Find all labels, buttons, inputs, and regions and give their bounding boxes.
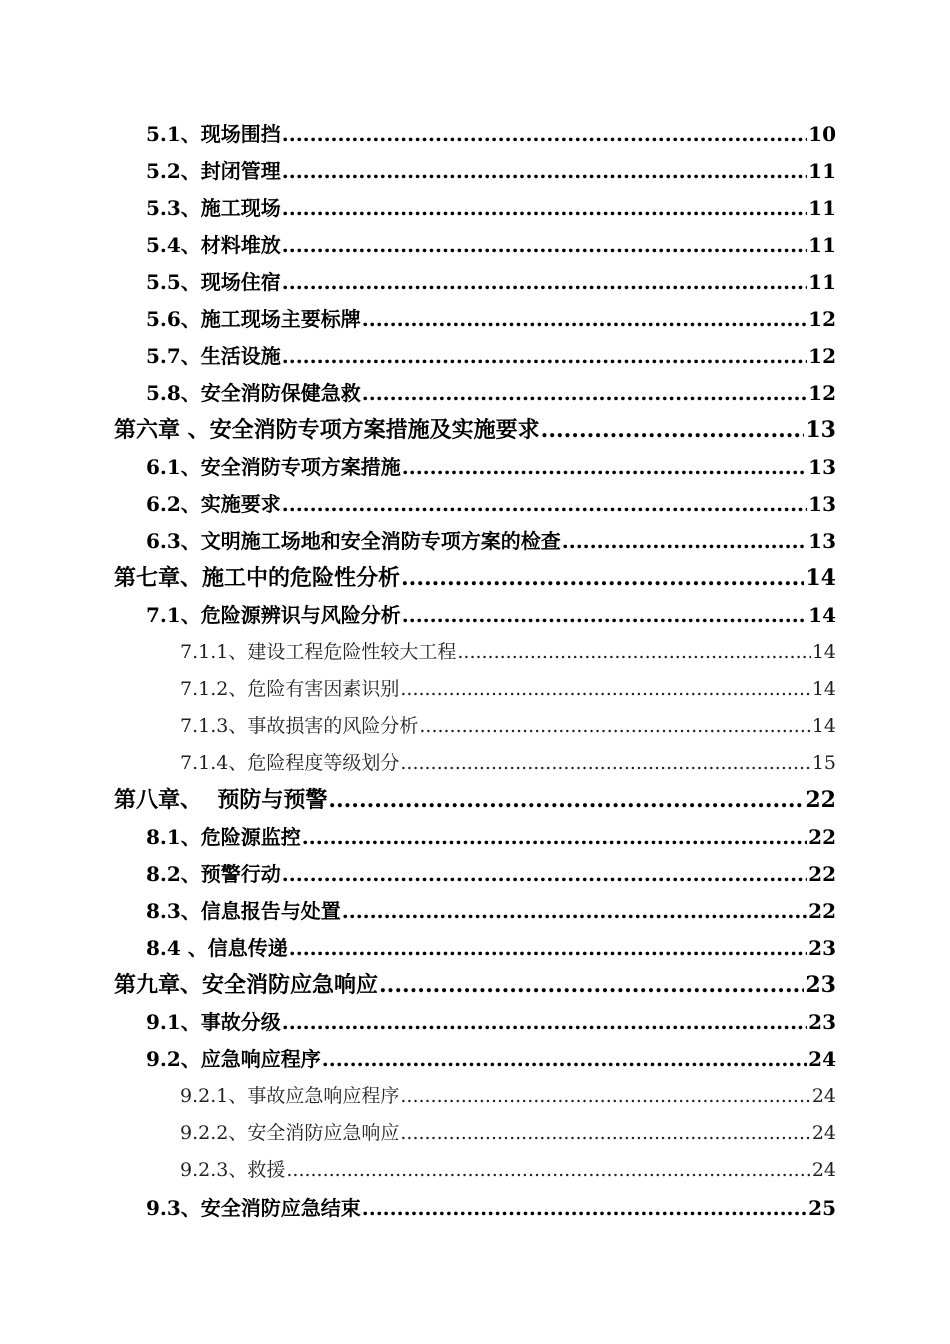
toc-entry-label: 第六章 、安全消防专项方案措施及实施要求	[114, 417, 540, 443]
toc-entry-label: 9.2.3、救援	[180, 1159, 286, 1181]
toc-entry[interactable]	[0, 235, 836, 255]
dot-leader	[362, 1198, 807, 1218]
toc-page-number: 10	[808, 122, 836, 146]
toc-page-number: 23	[808, 936, 836, 960]
toc-page-number: 13	[808, 529, 836, 553]
toc-entry[interactable]	[0, 198, 836, 218]
toc-entry[interactable]	[0, 1049, 836, 1069]
toc-page-number: 13	[808, 455, 836, 479]
toc-page-number: 22	[808, 862, 836, 886]
toc-entry[interactable]	[0, 827, 836, 847]
toc-page-number: 14	[808, 603, 836, 627]
toc-subsection-entry[interactable]	[0, 1161, 836, 1180]
toc-entry-label: 9.1、事故分级	[146, 1010, 281, 1034]
dot-leader	[457, 643, 810, 662]
dot-leader	[400, 1124, 810, 1143]
dot-leader	[402, 457, 807, 477]
toc-entry-label: 第九章、安全消防应急响应	[114, 972, 379, 998]
dot-leader	[286, 1161, 810, 1180]
toc-entry[interactable]	[0, 605, 836, 625]
toc-chapter-entry[interactable]	[0, 567, 836, 589]
toc-entry[interactable]	[0, 272, 836, 292]
toc-entry[interactable]	[0, 124, 836, 144]
dot-leader	[289, 938, 807, 958]
toc-page-number: 22	[808, 825, 836, 849]
toc-entry[interactable]	[0, 901, 836, 921]
toc-entry-label: 6.3、文明施工场地和安全消防专项方案的检查	[146, 529, 561, 553]
toc-subsection-entry[interactable]	[0, 643, 836, 662]
toc-subsection-entry[interactable]	[0, 717, 836, 736]
dot-leader	[342, 901, 807, 921]
toc-entry-label: 9.2.1、事故应急响应程序	[180, 1085, 400, 1107]
toc-entry-label: 6.2、实施要求	[146, 492, 281, 516]
dot-leader	[282, 272, 807, 292]
toc-entry-label: 9.2.2、安全消防应急响应	[180, 1122, 400, 1144]
toc-entry-label: 5.8、安全消防保健急救	[146, 381, 361, 405]
toc-page-number: 11	[808, 270, 836, 294]
toc-entry-label: 9.2、应急响应程序	[146, 1047, 321, 1071]
toc-page-number: 23	[805, 972, 836, 998]
toc-chapter-entry[interactable]	[0, 789, 836, 811]
toc-chapter-entry[interactable]	[0, 974, 836, 996]
dot-leader	[402, 605, 807, 625]
dot-leader	[401, 567, 804, 589]
toc-entry[interactable]	[0, 161, 836, 181]
toc-entry-label: 8.3、信息报告与处置	[146, 899, 341, 923]
dot-leader	[400, 680, 810, 699]
toc-subsection-entry[interactable]	[0, 754, 836, 773]
dot-leader	[379, 974, 804, 996]
toc-entry-label: 5.4、材料堆放	[146, 233, 281, 257]
toc-entry-label: 8.1、危险源监控	[146, 825, 301, 849]
dot-leader	[282, 1012, 807, 1032]
toc-page-number: 11	[808, 196, 836, 220]
toc-entry-label: 8.4 、信息传递	[146, 936, 288, 960]
toc-entry[interactable]	[0, 494, 836, 514]
toc-page-number: 25	[808, 1196, 836, 1220]
toc-page-number: 22	[805, 787, 836, 813]
dot-leader	[419, 717, 810, 736]
dot-leader	[282, 124, 807, 144]
toc-entry-label: 7.1.4、危险程度等级划分	[180, 752, 400, 774]
toc-page-number: 11	[808, 233, 836, 257]
toc-entry[interactable]	[0, 1198, 836, 1218]
toc-subsection-entry[interactable]	[0, 1124, 836, 1143]
toc-entry-label: 5.2、封闭管理	[146, 159, 281, 183]
toc-page-number: 24	[811, 1159, 836, 1181]
toc-entry-label: 7.1、危险源辨识与风险分析	[146, 603, 401, 627]
dot-leader	[541, 419, 805, 441]
dot-leader	[282, 494, 807, 514]
toc-subsection-entry[interactable]	[0, 1087, 836, 1106]
toc-page-number: 12	[808, 344, 836, 368]
toc-page-number: 13	[805, 417, 836, 443]
dot-leader	[322, 1049, 807, 1069]
toc-chapter-entry[interactable]	[0, 419, 836, 441]
toc-page-number: 23	[808, 1010, 836, 1034]
dot-leader	[282, 235, 807, 255]
toc-page-number: 24	[811, 1122, 836, 1144]
dot-leader	[400, 1087, 810, 1106]
toc-page-number: 12	[808, 381, 836, 405]
dot-leader	[362, 309, 807, 329]
toc-entry-label: 7.1.3、事故损害的风险分析	[180, 715, 419, 737]
toc-entry-label: 7.1.2、危险有害因素识别	[180, 678, 400, 700]
toc-entry-label: 5.1、现场围挡	[146, 122, 281, 146]
toc-entry[interactable]	[0, 457, 836, 477]
toc-page-number: 22	[808, 899, 836, 923]
toc-entry[interactable]	[0, 864, 836, 884]
toc-entry[interactable]	[0, 1012, 836, 1032]
dot-leader	[282, 864, 807, 884]
dot-leader	[282, 198, 807, 218]
dot-leader	[282, 346, 807, 366]
dot-leader	[400, 754, 810, 773]
toc-entry[interactable]	[0, 938, 836, 958]
toc-entry[interactable]	[0, 346, 836, 366]
toc-page-number: 14	[811, 678, 836, 700]
toc-entry[interactable]	[0, 383, 836, 403]
toc-page-number: 15	[811, 752, 836, 774]
toc-entry-label: 5.5、现场住宿	[146, 270, 281, 294]
toc-entry-label: 5.6、施工现场主要标牌	[146, 307, 361, 331]
toc-entry-label: 5.7、生活设施	[146, 344, 281, 368]
toc-subsection-entry[interactable]	[0, 680, 836, 699]
toc-page-number: 13	[808, 492, 836, 516]
toc-page-number: 14	[811, 641, 836, 663]
toc-page-number: 24	[808, 1047, 836, 1071]
toc-entry-label: 8.2、预警行动	[146, 862, 281, 886]
toc-page-number: 24	[811, 1085, 836, 1107]
toc-entry-label: 第七章、施工中的危险性分析	[114, 565, 401, 591]
toc-entry-label: 6.1、安全消防专项方案措施	[146, 455, 401, 479]
toc-entry-label: 5.3、施工现场	[146, 196, 281, 220]
dot-leader	[362, 383, 807, 403]
toc-entry[interactable]	[0, 531, 836, 551]
toc-page-number: 12	[808, 307, 836, 331]
toc-entry-label: 7.1.1、建设工程危险性较大工程	[180, 641, 457, 663]
toc-entry[interactable]	[0, 309, 836, 329]
toc-entry-label: 9.3、安全消防应急结束	[146, 1196, 361, 1220]
dot-leader	[328, 789, 804, 811]
dot-leader	[302, 827, 807, 847]
toc-entry-label: 第八章、 预防与预警	[114, 787, 328, 813]
toc-page-number: 11	[808, 159, 836, 183]
dot-leader	[282, 161, 807, 181]
dot-leader	[562, 531, 807, 551]
toc-page-number: 14	[811, 715, 836, 737]
toc-page-number: 14	[805, 565, 836, 591]
